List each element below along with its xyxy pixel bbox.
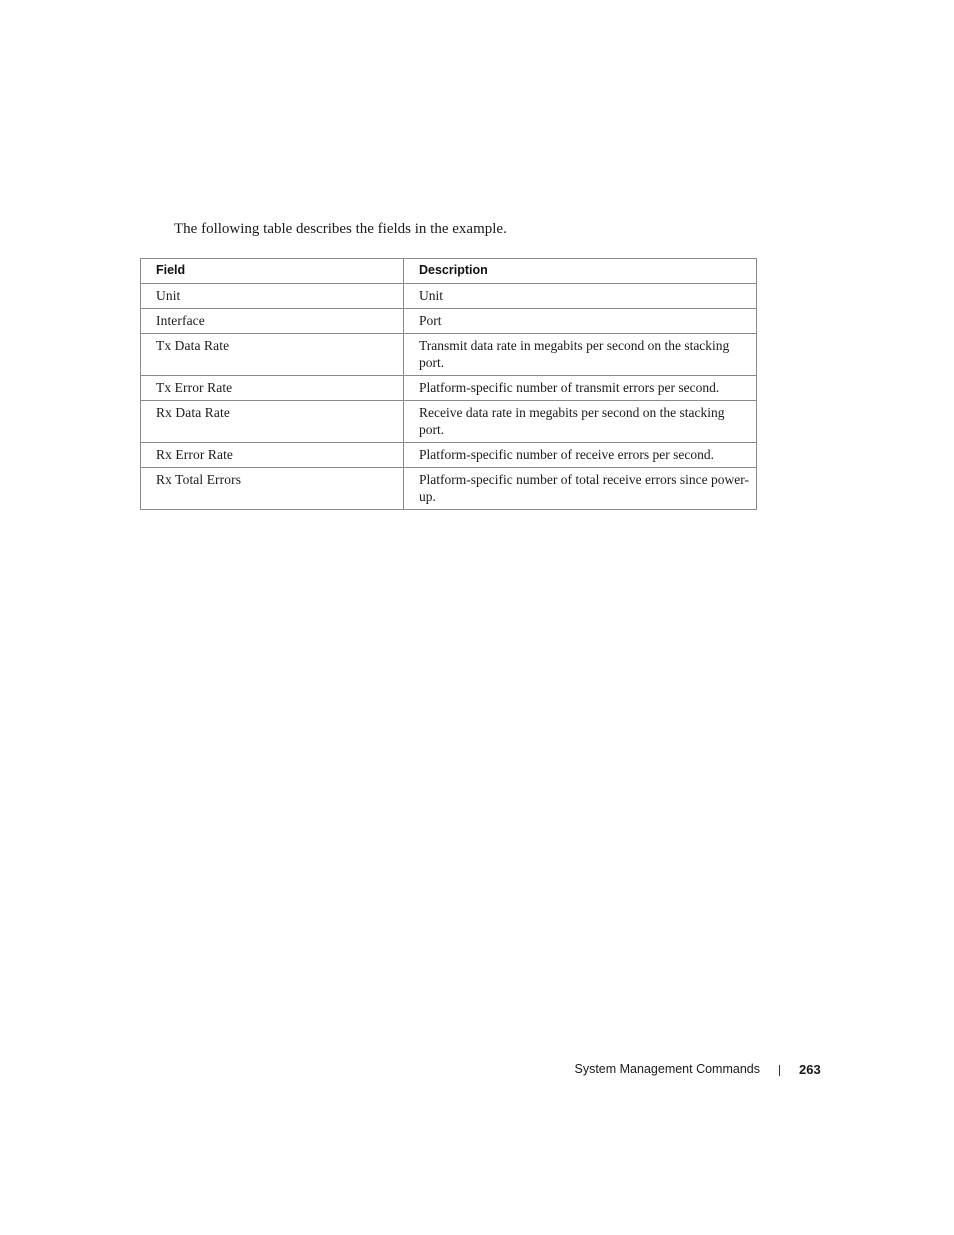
description-cell: Receive data rate in megabits per second on the stacking port. [404, 401, 757, 443]
field-cell: Rx Total Errors [141, 468, 404, 510]
description-cell: Platform-specific number of total receive errors since power-up. [404, 468, 757, 510]
table-row [141, 401, 757, 443]
table-row [141, 443, 757, 468]
field-cell: Tx Error Rate [141, 376, 404, 401]
field-cell: Rx Data Rate [141, 401, 404, 443]
footer-section-title: System Management Commands [574, 1062, 760, 1076]
table-row [141, 334, 757, 376]
field-cell: Unit [141, 284, 404, 309]
description-cell: Unit [404, 284, 757, 309]
description-cell: Port [404, 309, 757, 334]
table-header-row [141, 259, 757, 284]
page-number: 263 [799, 1062, 821, 1077]
field-cell: Tx Data Rate [141, 334, 404, 376]
table-row [141, 376, 757, 401]
field-cell: Rx Error Rate [141, 443, 404, 468]
table-row [141, 468, 757, 510]
page-footer [0, 1060, 954, 1080]
description-cell: Platform-specific number of transmit errors per second. [404, 376, 757, 401]
description-cell: Transmit data rate in megabits per second on the stacking port. [404, 334, 757, 376]
footer-separator [779, 1065, 780, 1076]
field-cell: Interface [141, 309, 404, 334]
header-field: Field [141, 259, 404, 284]
intro-paragraph: The following table describes the fields in the example. [174, 221, 507, 237]
table-row [141, 284, 757, 309]
fields-table [140, 258, 757, 510]
table-row [141, 309, 757, 334]
description-cell: Platform-specific number of receive errors per second. [404, 443, 757, 468]
header-description: Description [404, 259, 757, 284]
